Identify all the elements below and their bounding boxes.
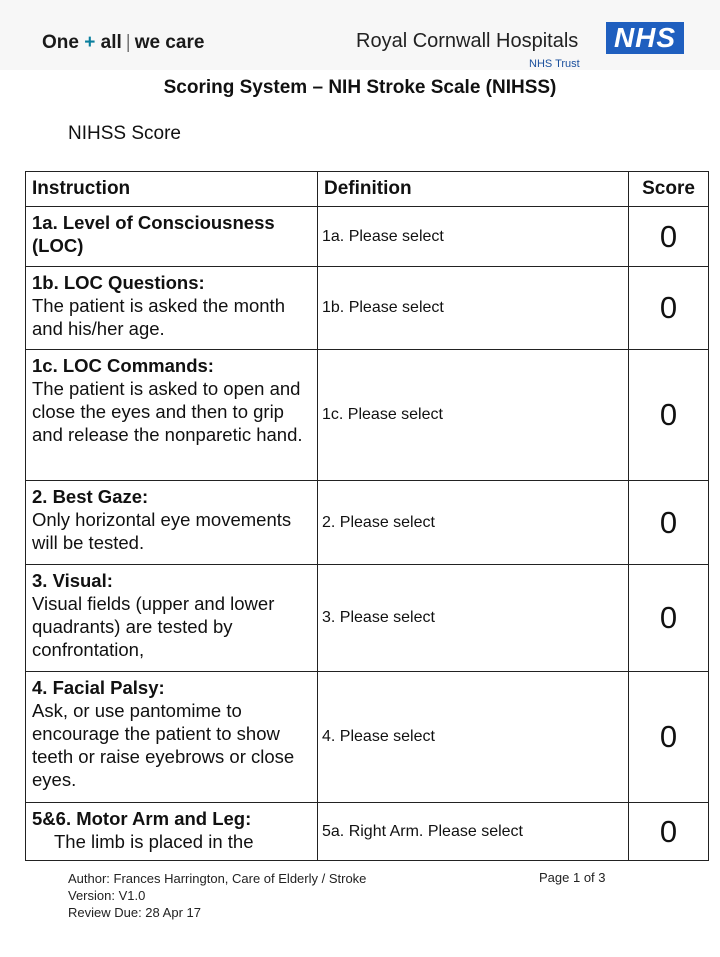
table-row	[26, 207, 709, 267]
definition-select[interactable]: 3. Please select	[318, 565, 629, 672]
table-row	[26, 481, 709, 565]
instruction-heading: 3. Visual:	[32, 570, 113, 591]
hospital-name: Royal Cornwall Hospitals	[356, 30, 579, 52]
instruction-body: Visual fields (upper and lower quadrants) are tested by confrontation,	[32, 593, 275, 660]
instruction-body: The patient is asked to open and close the eyes and then to grip and release the nonparetic hand.	[32, 378, 303, 445]
score-value: 0	[629, 565, 709, 672]
definition-select[interactable]: 5a. Right Arm. Please select	[318, 803, 629, 861]
table-row	[26, 267, 709, 350]
instruction-heading: 1a. Level of Consciousness (LOC)	[32, 212, 275, 256]
instruction-cell	[26, 267, 318, 350]
instruction-heading: 5&6. Motor Arm and Leg:	[32, 808, 252, 829]
brand-word-all: all	[100, 32, 122, 53]
nhs-logo: NHS	[606, 22, 684, 54]
header-score: Score	[629, 172, 709, 207]
instruction-heading: 1b. LOC Questions:	[32, 272, 205, 293]
score-value: 0	[629, 481, 709, 565]
brand-plus: +	[84, 32, 96, 53]
instruction-heading: 4. Facial Palsy:	[32, 677, 165, 698]
instruction-cell	[26, 565, 318, 672]
instruction-heading: 2. Best Gaze:	[32, 486, 149, 507]
page-number: Page 1 of 3	[539, 870, 606, 885]
document-header	[0, 0, 720, 70]
definition-select[interactable]: 4. Please select	[318, 672, 629, 803]
instruction-body: The limb is placed in the	[54, 831, 254, 852]
instruction-cell	[26, 207, 318, 267]
footer-author: Author: Frances Harrington, Care of Elderly / Stroke	[68, 871, 367, 886]
instruction-cell	[26, 803, 318, 861]
definition-select[interactable]: 1a. Please select	[318, 207, 629, 267]
score-value: 0	[629, 267, 709, 350]
section-subtitle: NIHSS Score	[68, 123, 181, 144]
table-row	[26, 350, 709, 481]
footer-version: Version: V1.0	[68, 888, 146, 903]
instruction-body: The patient is asked the month and his/her age.	[32, 295, 285, 339]
brand-separator: |	[125, 32, 131, 53]
score-value: 0	[629, 672, 709, 803]
brand-word-one: One	[42, 32, 79, 53]
trust-name: NHS Trust	[529, 58, 580, 70]
instruction-heading: 1c. LOC Commands:	[32, 355, 214, 376]
instruction-cell	[26, 672, 318, 803]
document-title: Scoring System – NIH Stroke Scale (NIHSS)	[163, 77, 557, 98]
instruction-body: Ask, or use pantomime to encourage the patient to show teeth or raise eyebrows or close eyes.	[32, 700, 295, 790]
brand-slogan	[42, 32, 204, 54]
document-footer	[68, 870, 366, 921]
brand-word-care: we care	[134, 32, 205, 53]
instruction-cell	[26, 481, 318, 565]
header-definition: Definition	[318, 172, 629, 207]
instruction-body: Only horizontal eye movements will be tested.	[32, 509, 292, 553]
footer-review-date: Review Due: 28 Apr 17	[68, 905, 201, 920]
table-header-row	[26, 172, 709, 207]
score-value: 0	[629, 803, 709, 861]
definition-select[interactable]: 1b. Please select	[318, 267, 629, 350]
instruction-cell	[26, 350, 318, 481]
definition-select[interactable]: 2. Please select	[318, 481, 629, 565]
score-value: 0	[629, 350, 709, 481]
table-row	[26, 565, 709, 672]
nihss-table	[25, 171, 709, 861]
score-value: 0	[629, 207, 709, 267]
table-row	[26, 803, 709, 861]
header-instruction: Instruction	[26, 172, 318, 207]
definition-select[interactable]: 1c. Please select	[318, 350, 629, 481]
table-row	[26, 672, 709, 803]
